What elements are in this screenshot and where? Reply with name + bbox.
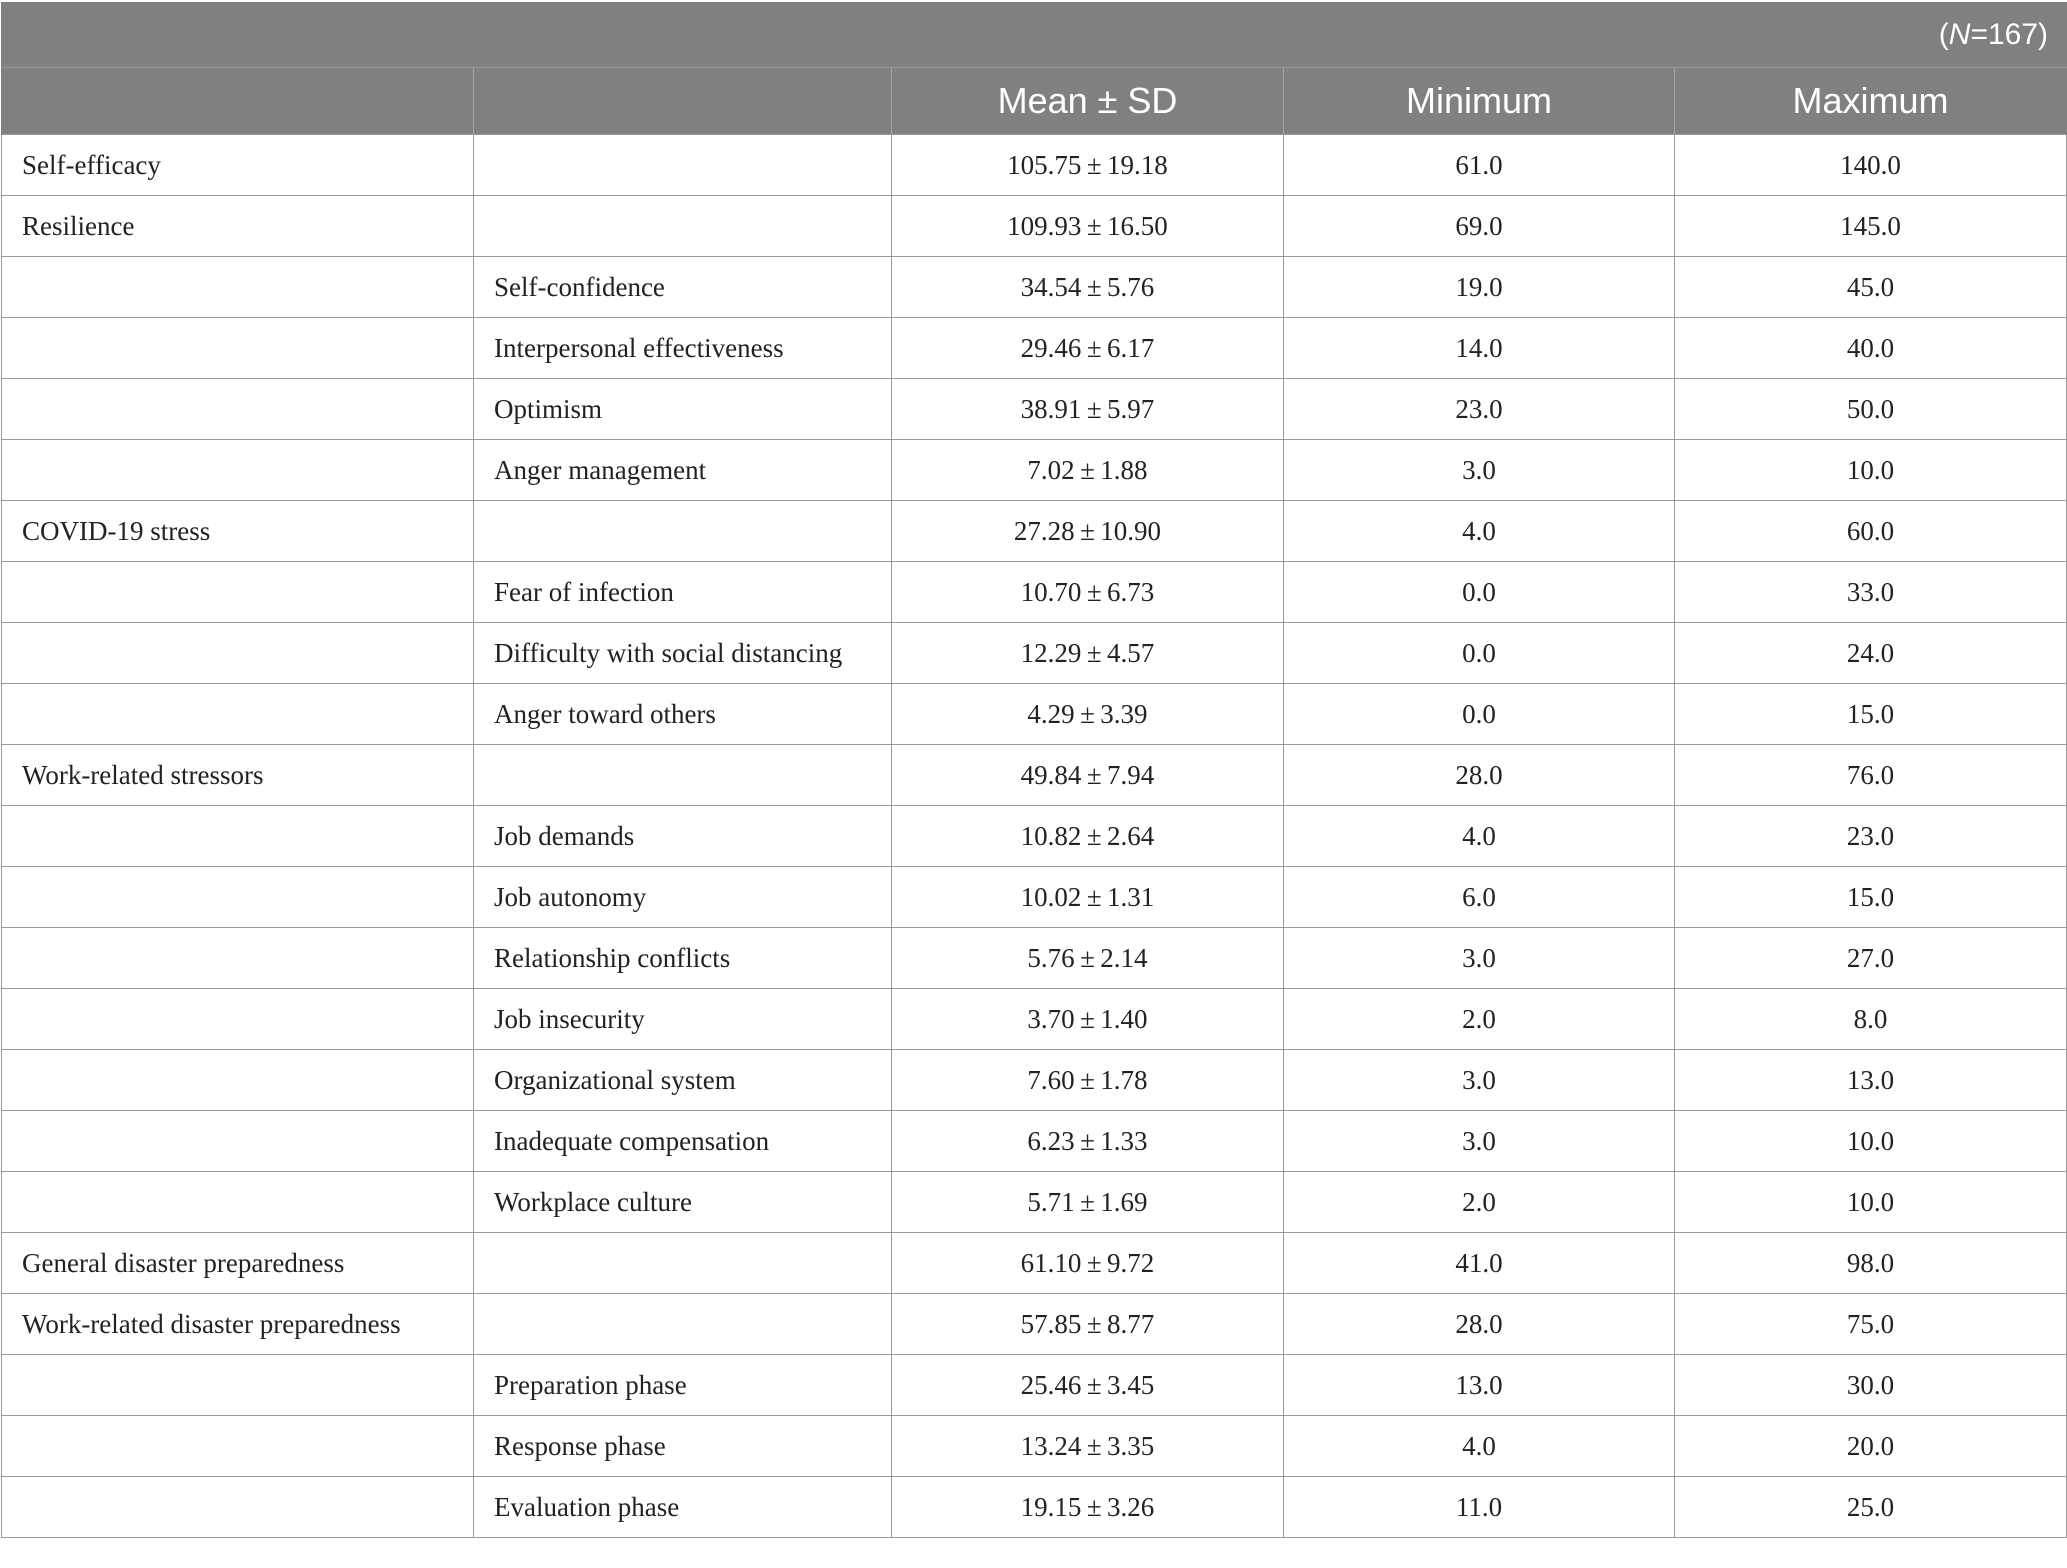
cell-maximum: 15.0 bbox=[1675, 867, 2067, 928]
header-subscale bbox=[474, 68, 892, 135]
cell-subscale: Inadequate compensation bbox=[474, 1111, 892, 1172]
cell-subscale: Difficulty with social distancing bbox=[474, 623, 892, 684]
cell-minimum: 2.0 bbox=[1284, 989, 1675, 1050]
cell-maximum: 50.0 bbox=[1675, 379, 2067, 440]
cell-maximum: 8.0 bbox=[1675, 989, 2067, 1050]
cell-minimum: 0.0 bbox=[1284, 623, 1675, 684]
cell-category: Self-efficacy bbox=[2, 135, 474, 196]
cell-mean-sd: 29.46 ± 6.17 bbox=[892, 318, 1284, 379]
cell-mean-sd: 38.91 ± 5.97 bbox=[892, 379, 1284, 440]
cell-category bbox=[2, 928, 474, 989]
cell-subscale bbox=[474, 1294, 892, 1355]
cell-category bbox=[2, 1416, 474, 1477]
cell-category: COVID-19 stress bbox=[2, 501, 474, 562]
cell-category bbox=[2, 623, 474, 684]
cell-category: Resilience bbox=[2, 196, 474, 257]
cell-minimum: 69.0 bbox=[1284, 196, 1675, 257]
cell-minimum: 6.0 bbox=[1284, 867, 1675, 928]
cell-category bbox=[2, 989, 474, 1050]
cell-mean-sd: 34.54 ± 5.76 bbox=[892, 257, 1284, 318]
cell-subscale bbox=[474, 1233, 892, 1294]
cell-minimum: 0.0 bbox=[1284, 562, 1675, 623]
cell-minimum: 3.0 bbox=[1284, 928, 1675, 989]
table-row bbox=[2, 135, 2067, 196]
cell-category bbox=[2, 684, 474, 745]
header-row bbox=[2, 68, 2067, 135]
cell-subscale: Fear of infection bbox=[474, 562, 892, 623]
cell-minimum: 2.0 bbox=[1284, 1172, 1675, 1233]
table-row bbox=[2, 1050, 2067, 1111]
cell-maximum: 23.0 bbox=[1675, 806, 2067, 867]
cell-maximum: 15.0 bbox=[1675, 684, 2067, 745]
cell-maximum: 10.0 bbox=[1675, 1172, 2067, 1233]
table-row bbox=[2, 440, 2067, 501]
table-row bbox=[2, 1233, 2067, 1294]
table-row bbox=[2, 257, 2067, 318]
sample-size-row bbox=[2, 3, 2067, 68]
cell-maximum: 76.0 bbox=[1675, 745, 2067, 806]
cell-mean-sd: 61.10 ± 9.72 bbox=[892, 1233, 1284, 1294]
header-mean-sd: Mean ± SD bbox=[892, 68, 1284, 135]
header-minimum: Minimum bbox=[1284, 68, 1675, 135]
cell-subscale bbox=[474, 196, 892, 257]
cell-maximum: 24.0 bbox=[1675, 623, 2067, 684]
cell-maximum: 98.0 bbox=[1675, 1233, 2067, 1294]
table-row bbox=[2, 806, 2067, 867]
cell-minimum: 19.0 bbox=[1284, 257, 1675, 318]
cell-maximum: 20.0 bbox=[1675, 1416, 2067, 1477]
table-row bbox=[2, 501, 2067, 562]
cell-minimum: 3.0 bbox=[1284, 1050, 1675, 1111]
cell-category bbox=[2, 318, 474, 379]
cell-maximum: 10.0 bbox=[1675, 440, 2067, 501]
cell-maximum: 25.0 bbox=[1675, 1477, 2067, 1538]
cell-category bbox=[2, 257, 474, 318]
cell-minimum: 3.0 bbox=[1284, 1111, 1675, 1172]
cell-mean-sd: 10.82 ± 2.64 bbox=[892, 806, 1284, 867]
cell-maximum: 40.0 bbox=[1675, 318, 2067, 379]
cell-category bbox=[2, 1172, 474, 1233]
table-row bbox=[2, 989, 2067, 1050]
cell-category bbox=[2, 867, 474, 928]
cell-mean-sd: 4.29 ± 3.39 bbox=[892, 684, 1284, 745]
table-row bbox=[2, 196, 2067, 257]
table-row bbox=[2, 1111, 2067, 1172]
cell-subscale: Relationship conflicts bbox=[474, 928, 892, 989]
cell-minimum: 28.0 bbox=[1284, 1294, 1675, 1355]
cell-mean-sd: 6.23 ± 1.33 bbox=[892, 1111, 1284, 1172]
table-row bbox=[2, 1416, 2067, 1477]
cell-subscale: Job insecurity bbox=[474, 989, 892, 1050]
cell-minimum: 14.0 bbox=[1284, 318, 1675, 379]
cell-maximum: 27.0 bbox=[1675, 928, 2067, 989]
cell-maximum: 140.0 bbox=[1675, 135, 2067, 196]
cell-maximum: 33.0 bbox=[1675, 562, 2067, 623]
table-row bbox=[2, 745, 2067, 806]
cell-subscale: Anger management bbox=[474, 440, 892, 501]
cell-mean-sd: 5.76 ± 2.14 bbox=[892, 928, 1284, 989]
cell-subscale: Response phase bbox=[474, 1416, 892, 1477]
table-body bbox=[2, 135, 2067, 1538]
cell-maximum: 60.0 bbox=[1675, 501, 2067, 562]
cell-mean-sd: 109.93 ± 16.50 bbox=[892, 196, 1284, 257]
cell-subscale: Optimism bbox=[474, 379, 892, 440]
cell-maximum: 145.0 bbox=[1675, 196, 2067, 257]
cell-subscale: Workplace culture bbox=[474, 1172, 892, 1233]
table-row bbox=[2, 318, 2067, 379]
cell-category bbox=[2, 1477, 474, 1538]
cell-subscale: Interpersonal effectiveness bbox=[474, 318, 892, 379]
cell-category: Work-related stressors bbox=[2, 745, 474, 806]
table-row bbox=[2, 684, 2067, 745]
table-row bbox=[2, 379, 2067, 440]
table-row bbox=[2, 623, 2067, 684]
cell-mean-sd: 7.02 ± 1.88 bbox=[892, 440, 1284, 501]
cell-subscale bbox=[474, 745, 892, 806]
cell-mean-sd: 19.15 ± 3.26 bbox=[892, 1477, 1284, 1538]
cell-mean-sd: 12.29 ± 4.57 bbox=[892, 623, 1284, 684]
cell-mean-sd: 7.60 ± 1.78 bbox=[892, 1050, 1284, 1111]
cell-maximum: 75.0 bbox=[1675, 1294, 2067, 1355]
cell-mean-sd: 5.71 ± 1.69 bbox=[892, 1172, 1284, 1233]
cell-mean-sd: 27.28 ± 10.90 bbox=[892, 501, 1284, 562]
cell-minimum: 41.0 bbox=[1284, 1233, 1675, 1294]
cell-minimum: 0.0 bbox=[1284, 684, 1675, 745]
cell-category bbox=[2, 562, 474, 623]
cell-subscale bbox=[474, 135, 892, 196]
cell-subscale: Anger toward others bbox=[474, 684, 892, 745]
cell-category bbox=[2, 1355, 474, 1416]
cell-category: Work-related disaster preparedness bbox=[2, 1294, 474, 1355]
cell-subscale bbox=[474, 501, 892, 562]
cell-subscale: Organizational system bbox=[474, 1050, 892, 1111]
cell-subscale: Self-confidence bbox=[474, 257, 892, 318]
cell-minimum: 4.0 bbox=[1284, 806, 1675, 867]
cell-mean-sd: 10.70 ± 6.73 bbox=[892, 562, 1284, 623]
cell-minimum: 3.0 bbox=[1284, 440, 1675, 501]
cell-subscale: Job autonomy bbox=[474, 867, 892, 928]
cell-minimum: 4.0 bbox=[1284, 1416, 1675, 1477]
cell-maximum: 13.0 bbox=[1675, 1050, 2067, 1111]
cell-maximum: 30.0 bbox=[1675, 1355, 2067, 1416]
cell-category bbox=[2, 379, 474, 440]
cell-mean-sd: 57.85 ± 8.77 bbox=[892, 1294, 1284, 1355]
table-row bbox=[2, 1355, 2067, 1416]
cell-maximum: 10.0 bbox=[1675, 1111, 2067, 1172]
descriptive-statistics-table bbox=[1, 2, 2067, 1538]
cell-category bbox=[2, 806, 474, 867]
table-row bbox=[2, 1172, 2067, 1233]
cell-minimum: 61.0 bbox=[1284, 135, 1675, 196]
cell-mean-sd: 3.70 ± 1.40 bbox=[892, 989, 1284, 1050]
cell-mean-sd: 49.84 ± 7.94 bbox=[892, 745, 1284, 806]
cell-subscale: Preparation phase bbox=[474, 1355, 892, 1416]
header-maximum: Maximum bbox=[1675, 68, 2067, 135]
cell-category bbox=[2, 1111, 474, 1172]
cell-mean-sd: 25.46 ± 3.45 bbox=[892, 1355, 1284, 1416]
cell-minimum: 23.0 bbox=[1284, 379, 1675, 440]
cell-subscale: Evaluation phase bbox=[474, 1477, 892, 1538]
sample-size-note: (N=167) bbox=[2, 3, 2067, 68]
header-category bbox=[2, 68, 474, 135]
cell-subscale: Job demands bbox=[474, 806, 892, 867]
cell-maximum: 45.0 bbox=[1675, 257, 2067, 318]
cell-category bbox=[2, 1050, 474, 1111]
cell-minimum: 11.0 bbox=[1284, 1477, 1675, 1538]
cell-category bbox=[2, 440, 474, 501]
table-row bbox=[2, 1294, 2067, 1355]
table-row bbox=[2, 562, 2067, 623]
cell-category: General disaster preparedness bbox=[2, 1233, 474, 1294]
cell-mean-sd: 105.75 ± 19.18 bbox=[892, 135, 1284, 196]
cell-minimum: 4.0 bbox=[1284, 501, 1675, 562]
cell-minimum: 28.0 bbox=[1284, 745, 1675, 806]
table-row bbox=[2, 1477, 2067, 1538]
table-row bbox=[2, 928, 2067, 989]
cell-mean-sd: 10.02 ± 1.31 bbox=[892, 867, 1284, 928]
table-row bbox=[2, 867, 2067, 928]
cell-mean-sd: 13.24 ± 3.35 bbox=[892, 1416, 1284, 1477]
cell-minimum: 13.0 bbox=[1284, 1355, 1675, 1416]
